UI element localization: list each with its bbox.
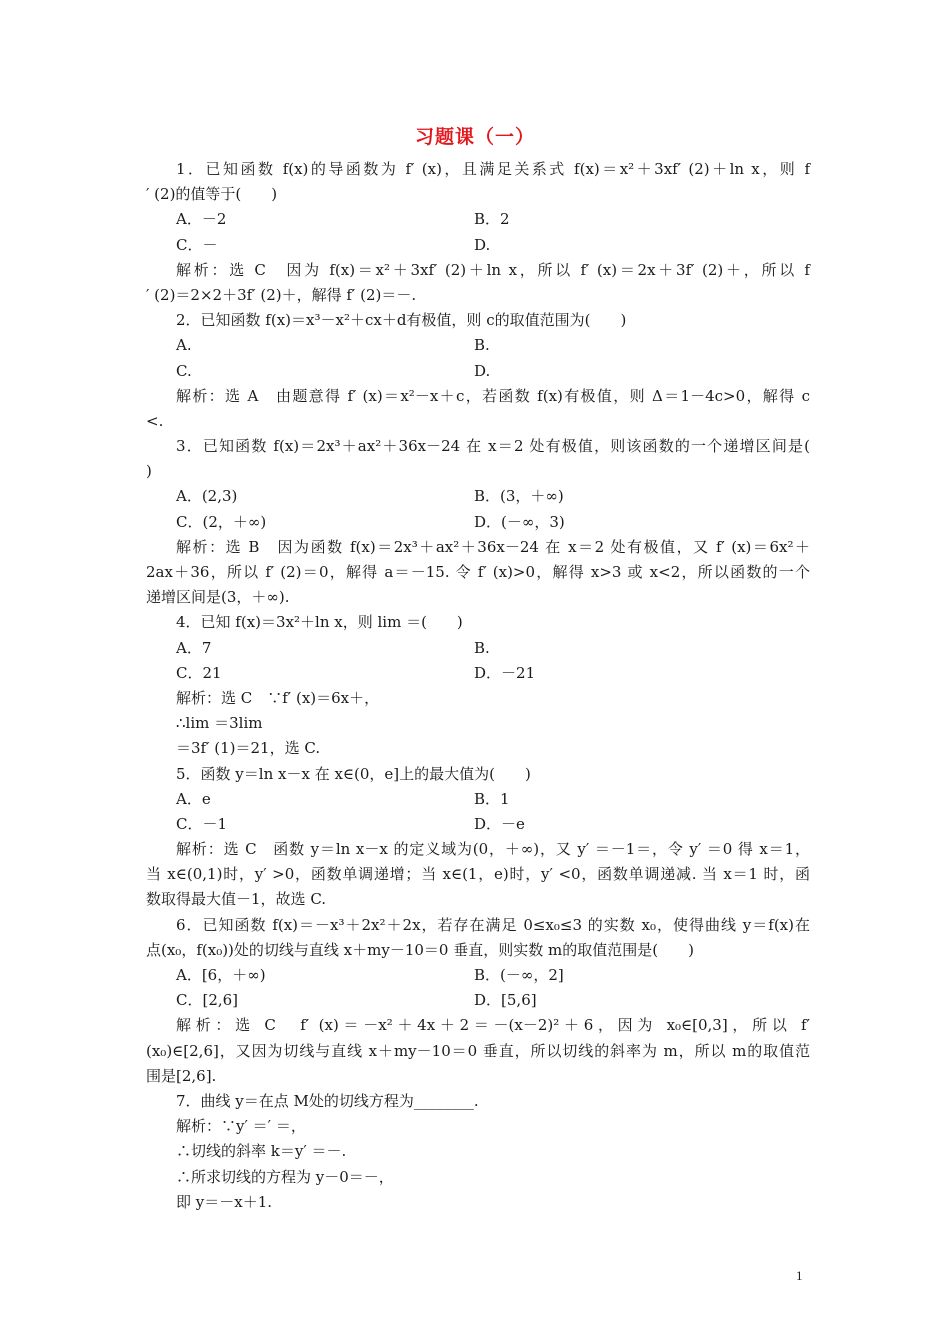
answer-option: C．(2，＋∞) <box>176 512 267 531</box>
text-line: 数取得最大值－1，故选 C. <box>146 890 327 909</box>
text-line: 解析：选 A 由题意得 f′ (x)＝x²－x＋c，若函数 f(x)有极值，则 Δ＝1－4c>0，解得 c <box>176 386 810 405</box>
answer-options-row <box>146 963 810 988</box>
text-line: 递增区间是(3，＋∞). <box>146 588 290 607</box>
answer-options-row <box>146 636 810 661</box>
answer-option: B. <box>474 638 490 657</box>
answer-options-row <box>146 359 810 384</box>
answer-option: B．(－∞，2] <box>474 966 564 984</box>
text-line: 解析：∵y′ ＝′ ＝， <box>176 1117 306 1136</box>
answer-options-row <box>146 988 810 1013</box>
text-line: 解析：选 C 函数 y＝ln x－x 的定义域为(0，＋∞)，又 y′ ＝－1＝，令 y′ ＝0 得 x＝1， <box>176 840 810 859</box>
text-line: 2ax＋36，所以 f′ (2)＝0，解得 a＝－15. 令 f′ (x)>0，解得 x>3 或 x<2，所以函数的一个 <box>146 563 810 581</box>
answer-option: A．(2,3) <box>176 487 238 506</box>
answer-option: B. <box>474 336 490 355</box>
answer-option: D. <box>474 361 491 380</box>
text-line: 解析：选 C ∵f′ (x)＝6x＋， <box>176 688 380 707</box>
answer-option: D．[5,6] <box>474 991 537 1010</box>
text-line: ∴所求切线的方程为 y－0＝－， <box>176 1167 394 1186</box>
answer-option: C．－1 <box>176 814 228 833</box>
answer-option: C．21 <box>176 663 222 682</box>
answer-option: B．(3，＋∞) <box>474 487 564 506</box>
text-line: 解析：选 C 因为 f(x)＝x²＋3xf′ (2)＋ln x，所以 f′ (x)＝2x＋3f′ (2)＋，所以 f <box>176 260 810 279</box>
text-line: <. <box>146 411 164 430</box>
answer-option: D．(－∞，3) <box>474 512 565 531</box>
page-title: 习题课（一） <box>414 126 535 148</box>
text-line: 解析：选 C f′ (x)＝－x²＋4x＋2＝－(x－2)²＋6，因为 x₀∈[0,3]，所以 f′ <box>176 1016 810 1035</box>
answer-option: B．1 <box>474 789 510 808</box>
text-line: 点(x₀，f(x₀))处的切线与直线 x＋my－10＝0 垂直，则实数 m的取值范围是( ) <box>146 940 694 959</box>
text-line: 2．已知函数 f(x)＝x³－x²＋cx＋d有极值，则 c的取值范围为( ) <box>176 311 627 330</box>
answer-option: D. <box>474 235 491 254</box>
answer-option: A．7 <box>176 638 212 657</box>
text-line: 7．曲线 y＝在点 M处的切线方程为________. <box>176 1091 479 1110</box>
answer-option: B．2 <box>474 210 510 229</box>
text-line: 解析：选 B 因为函数 f(x)＝2x³＋ax²＋36x－24 在 x＝2 处有极值，又 f′ (x)＝6x²＋ <box>176 537 810 556</box>
answer-option: A．[6，＋∞) <box>176 966 266 984</box>
text-line: 5．函数 y＝ln x－x 在 x∈(0，e]上的最大值为( ) <box>176 764 531 783</box>
exercise-content <box>146 157 810 1215</box>
answer-option: C. <box>176 361 192 380</box>
text-line: ∴切线的斜率 k＝y′ ＝－. <box>176 1142 347 1161</box>
text-line: ∴lim ＝3lim <box>176 714 263 733</box>
answer-options-row <box>146 233 810 258</box>
answer-options-row <box>146 207 810 232</box>
text-line: 3．已知函数 f(x)＝2x³＋ax²＋36x－24 在 x＝2 处有极值，则该函数的一个递增区间是( <box>176 437 810 456</box>
text-line: 围是[2,6]. <box>146 1066 217 1085</box>
answer-option: D．－21 <box>474 663 536 682</box>
text-line: ＝3f′ (1)＝21，选 C. <box>176 739 321 758</box>
text-line: (x₀)∈[2,6]，又因为切线与直线 x＋my－10＝0 垂直，所以切线的斜率为 m，所以 m的取值范 <box>146 1041 810 1060</box>
answer-options-row <box>146 787 810 812</box>
answer-options-row <box>146 484 810 509</box>
text-line: 6．已知函数 f(x)＝－x³＋2x²＋2x，若存在满足 0≤x₀≤3 的实数 x₀，使得曲线 y＝f(x)在 <box>176 915 810 934</box>
answer-options-row <box>146 510 810 535</box>
answer-options-row <box>146 333 810 358</box>
answer-option: A．－2 <box>176 210 227 229</box>
text-line: ) <box>146 462 152 481</box>
text-line: ′ (2)＝2×2＋3f′ (2)＋，解得 f′ (2)＝－. <box>146 285 417 304</box>
text-line: 4．已知 f(x)＝3x²＋ln x，则 lim ＝( ) <box>176 613 463 632</box>
answer-options-row <box>146 661 810 686</box>
text-line: 1．已知函数 f(x)的导函数为 f′ (x)，且满足关系式 f(x)＝x²＋3xf′ (2)＋ln x，则 f <box>176 160 810 178</box>
answer-option: C．[2,6] <box>176 991 239 1010</box>
answer-option: D．－e <box>474 814 525 833</box>
answer-option: A．e <box>176 789 211 808</box>
text-line: 当 x∈(0,1)时，y′ >0，函数单调递增；当 x∈(1，e)时，y′ <0，函数单调递减. 当 x＝1 时，函 <box>146 865 810 884</box>
text-line: 即 y＝－x＋1. <box>176 1192 273 1211</box>
answer-option: A. <box>176 336 192 355</box>
text-line: ′ (2)的值等于( ) <box>146 185 278 204</box>
answer-option: C．－ <box>176 235 218 254</box>
answer-options-row <box>146 812 810 837</box>
page-number: 1 <box>796 1268 803 1283</box>
